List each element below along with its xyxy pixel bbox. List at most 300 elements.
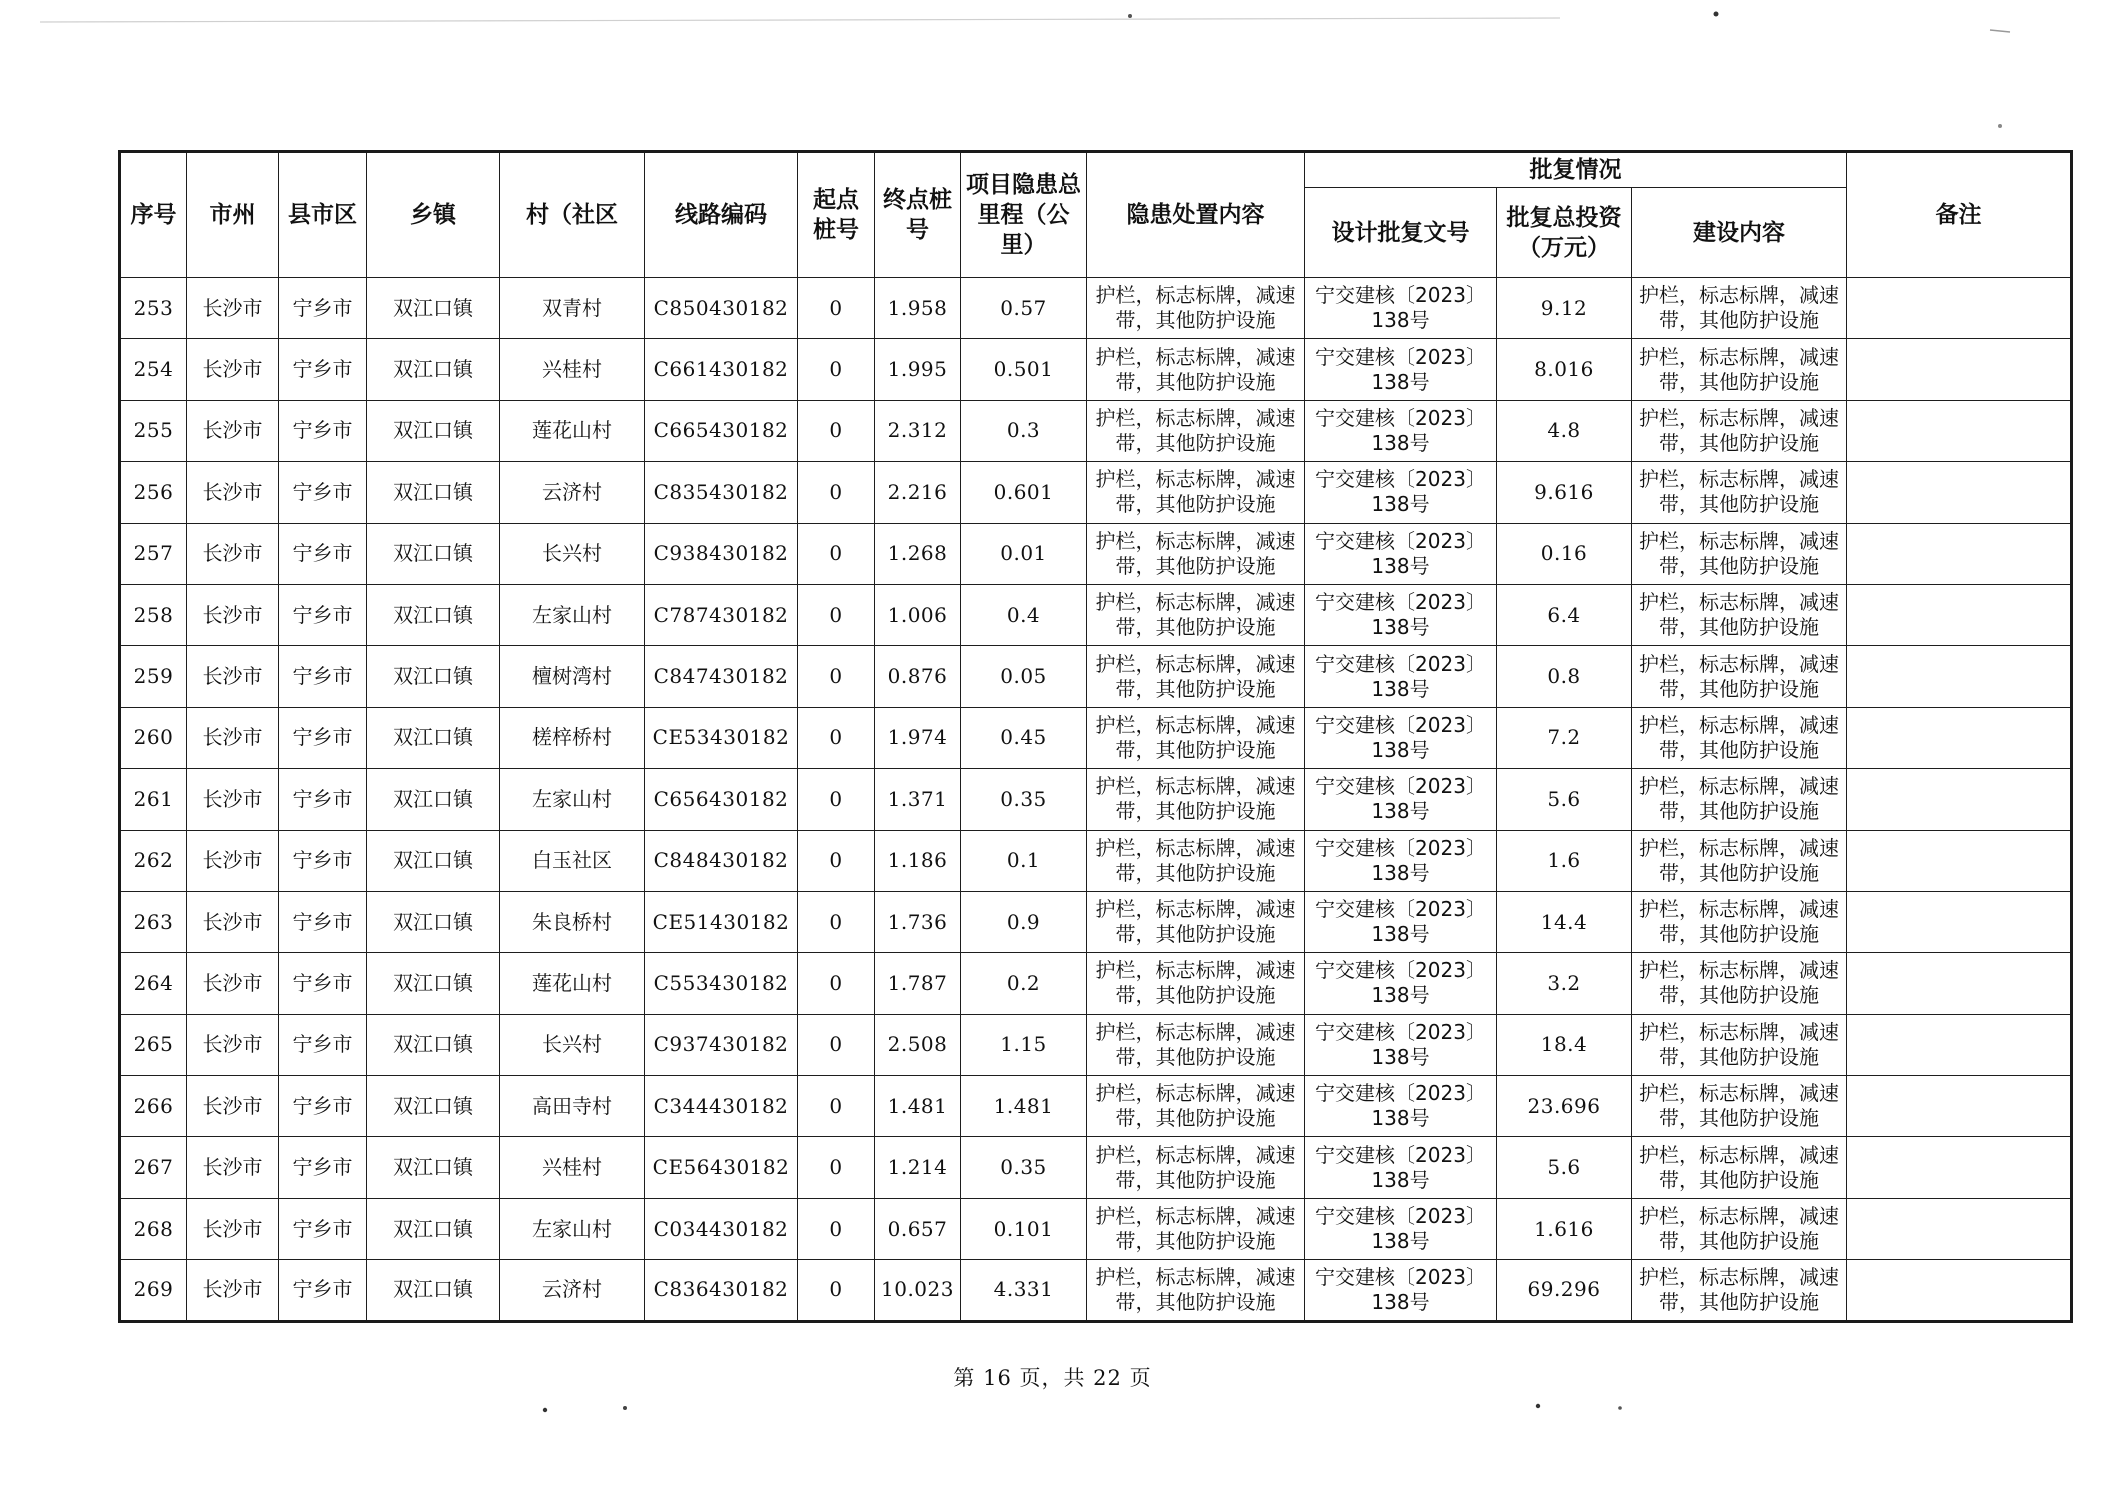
- cell-county: 宁乡市: [279, 707, 367, 768]
- table-body: [120, 278, 2072, 1322]
- cell-construction-line: 带，其他防护设施: [1659, 369, 1820, 394]
- cell-start-stake: 0: [798, 278, 875, 339]
- cell-seq: 258: [120, 584, 187, 645]
- cell-hazard-mileage: 0.3: [961, 400, 1087, 461]
- cell-hazard-mileage: 1.481: [961, 1076, 1087, 1137]
- table-row: [120, 1198, 2072, 1259]
- cell-county: 宁乡市: [279, 1198, 367, 1259]
- cell-construction: [1632, 891, 1847, 952]
- cell-treatment-line: 带，其他防护设施: [1115, 492, 1276, 517]
- cell-treatment-line: 护栏，标志标牌，减速: [1095, 467, 1296, 492]
- cell-county: 宁乡市: [279, 646, 367, 707]
- cell-county: 宁乡市: [279, 339, 367, 400]
- cell-construction: [1632, 1198, 1847, 1259]
- cell-route-code: C836430182: [645, 1260, 798, 1321]
- cell-construction: [1632, 278, 1847, 339]
- scan-speck: [1714, 12, 1719, 17]
- cell-hazard-mileage: 4.331: [961, 1260, 1087, 1321]
- col-header-approval-doc: 设计批复文号: [1305, 188, 1497, 278]
- table-row: [120, 646, 2072, 707]
- cell-route-code: C847430182: [645, 646, 798, 707]
- cell-end-stake: 10.023: [875, 1260, 961, 1321]
- cell-approval-doc-line: 138号: [1371, 1106, 1430, 1131]
- cell-town: 双江口镇: [367, 1014, 500, 1075]
- cell-construction-line: 带，其他防护设施: [1659, 1289, 1820, 1314]
- cell-investment: 18.4: [1497, 1014, 1632, 1075]
- cell-treatment: [1087, 339, 1305, 400]
- cell-treatment: [1087, 646, 1305, 707]
- cell-approval-doc-line: 宁交建核〔2023〕: [1315, 897, 1486, 922]
- cell-construction-line: 带，其他防护设施: [1659, 430, 1820, 455]
- cell-approval-doc-line: 宁交建核〔2023〕: [1315, 1204, 1486, 1229]
- cell-approval-doc-line: 138号: [1371, 860, 1430, 885]
- cell-approval-doc-line: 138号: [1371, 615, 1430, 640]
- cell-investment: 14.4: [1497, 891, 1632, 952]
- cell-seq: 254: [120, 339, 187, 400]
- cell-city: 长沙市: [187, 891, 279, 952]
- cell-city: 长沙市: [187, 278, 279, 339]
- col-header-village: 村（社区: [500, 152, 645, 278]
- cell-town: 双江口镇: [367, 891, 500, 952]
- cell-approval-doc: [1305, 523, 1497, 584]
- cell-town: 双江口镇: [367, 278, 500, 339]
- cell-seq: 256: [120, 462, 187, 523]
- cell-county: 宁乡市: [279, 1076, 367, 1137]
- cell-start-stake: 0: [798, 769, 875, 830]
- cell-seq: 263: [120, 891, 187, 952]
- cell-hazard-mileage: 0.2: [961, 953, 1087, 1014]
- cell-investment: 5.6: [1497, 769, 1632, 830]
- cell-town: 双江口镇: [367, 646, 500, 707]
- table-row: [120, 584, 2072, 645]
- cell-investment: 3.2: [1497, 953, 1632, 1014]
- col-header-start-stake: 起点桩号: [798, 152, 875, 278]
- table-row: [120, 1260, 2072, 1321]
- cell-seq: 269: [120, 1260, 187, 1321]
- cell-approval-doc-line: 宁交建核〔2023〕: [1315, 1081, 1486, 1106]
- cell-county: 宁乡市: [279, 462, 367, 523]
- cell-construction-line: 护栏，标志标牌，减速: [1639, 283, 1840, 308]
- cell-construction-line: 护栏，标志标牌，减速: [1639, 897, 1840, 922]
- cell-remarks: [1847, 339, 2072, 400]
- cell-city: 长沙市: [187, 1014, 279, 1075]
- cell-city: 长沙市: [187, 339, 279, 400]
- cell-treatment: [1087, 1076, 1305, 1137]
- cell-village: 云济村: [500, 462, 645, 523]
- cell-construction-line: 护栏，标志标牌，减速: [1639, 1142, 1840, 1167]
- cell-route-code: CE56430182: [645, 1137, 798, 1198]
- cell-seq: 261: [120, 769, 187, 830]
- cell-hazard-mileage: 0.601: [961, 462, 1087, 523]
- cell-village: 白玉社区: [500, 830, 645, 891]
- cell-start-stake: 0: [798, 1198, 875, 1259]
- cell-end-stake: 1.787: [875, 953, 961, 1014]
- cell-treatment: [1087, 769, 1305, 830]
- cell-end-stake: 1.214: [875, 1137, 961, 1198]
- cell-treatment-line: 护栏，标志标牌，减速: [1095, 712, 1296, 737]
- cell-treatment: [1087, 1260, 1305, 1321]
- cell-construction-line: 带，其他防护设施: [1659, 983, 1820, 1008]
- cell-investment: 4.8: [1497, 400, 1632, 461]
- cell-treatment-line: 带，其他防护设施: [1115, 553, 1276, 578]
- cell-construction: [1632, 523, 1847, 584]
- cell-construction-line: 带，其他防护设施: [1659, 676, 1820, 701]
- cell-route-code: C553430182: [645, 953, 798, 1014]
- cell-approval-doc: [1305, 584, 1497, 645]
- cell-investment: 8.016: [1497, 339, 1632, 400]
- cell-end-stake: 1.974: [875, 707, 961, 768]
- cell-seq: 265: [120, 1014, 187, 1075]
- cell-construction-line: 带，其他防护设施: [1659, 860, 1820, 885]
- cell-start-stake: 0: [798, 1014, 875, 1075]
- cell-start-stake: 0: [798, 1260, 875, 1321]
- cell-approval-doc-line: 宁交建核〔2023〕: [1315, 528, 1486, 553]
- cell-county: 宁乡市: [279, 769, 367, 830]
- cell-treatment: [1087, 830, 1305, 891]
- cell-town: 双江口镇: [367, 1076, 500, 1137]
- scan-speck: [1128, 14, 1132, 18]
- cell-town: 双江口镇: [367, 953, 500, 1014]
- cell-hazard-mileage: 0.4: [961, 584, 1087, 645]
- cell-treatment-line: 带，其他防护设施: [1115, 676, 1276, 701]
- cell-remarks: [1847, 1014, 2072, 1075]
- cell-start-stake: 0: [798, 584, 875, 645]
- cell-end-stake: 2.508: [875, 1014, 961, 1075]
- cell-route-code: C938430182: [645, 523, 798, 584]
- cell-treatment-line: 护栏，标志标牌，减速: [1095, 1264, 1296, 1289]
- cell-remarks: [1847, 462, 2072, 523]
- cell-city: 长沙市: [187, 1076, 279, 1137]
- cell-construction-line: 护栏，标志标牌，减速: [1639, 774, 1840, 799]
- col-header-county: 县市区: [279, 152, 367, 278]
- cell-treatment-line: 护栏，标志标牌，减速: [1095, 590, 1296, 615]
- cell-construction: [1632, 1260, 1847, 1321]
- cell-remarks: [1847, 953, 2072, 1014]
- cell-approval-doc: [1305, 462, 1497, 523]
- cell-remarks: [1847, 523, 2072, 584]
- cell-seq: 268: [120, 1198, 187, 1259]
- cell-construction: [1632, 1076, 1847, 1137]
- cell-end-stake: 1.268: [875, 523, 961, 584]
- cell-town: 双江口镇: [367, 1198, 500, 1259]
- cell-treatment-line: 护栏，标志标牌，减速: [1095, 1142, 1296, 1167]
- cell-approval-doc-line: 138号: [1371, 1044, 1430, 1069]
- cell-approval-doc-line: 宁交建核〔2023〕: [1315, 467, 1486, 492]
- scan-speck: [1990, 30, 2010, 32]
- cell-city: 长沙市: [187, 646, 279, 707]
- cell-approval-doc-line: 138号: [1371, 492, 1430, 517]
- cell-city: 长沙市: [187, 830, 279, 891]
- cell-treatment: [1087, 1014, 1305, 1075]
- table-row: [120, 523, 2072, 584]
- cell-start-stake: 0: [798, 523, 875, 584]
- cell-route-code: CE51430182: [645, 891, 798, 952]
- cell-city: 长沙市: [187, 769, 279, 830]
- cell-end-stake: 1.958: [875, 278, 961, 339]
- col-header-investment: 批复总投资（万元）: [1497, 188, 1632, 278]
- cell-village: 左家山村: [500, 1198, 645, 1259]
- cell-construction-line: 护栏，标志标牌，减速: [1639, 344, 1840, 369]
- cell-treatment: [1087, 1198, 1305, 1259]
- cell-approval-doc: [1305, 400, 1497, 461]
- cell-treatment-line: 带，其他防护设施: [1115, 922, 1276, 947]
- table-row: [120, 953, 2072, 1014]
- table-row: [120, 1137, 2072, 1198]
- approval-table: [118, 150, 2073, 1323]
- cell-end-stake: 2.312: [875, 400, 961, 461]
- col-header-construction: 建设内容: [1632, 188, 1847, 278]
- cell-approval-doc-line: 宁交建核〔2023〕: [1315, 774, 1486, 799]
- cell-treatment-line: 护栏，标志标牌，减速: [1095, 651, 1296, 676]
- cell-approval-doc: [1305, 339, 1497, 400]
- col-header-end-stake: 终点桩号: [875, 152, 961, 278]
- cell-treatment-line: 带，其他防护设施: [1115, 860, 1276, 885]
- cell-remarks: [1847, 707, 2072, 768]
- cell-start-stake: 0: [798, 891, 875, 952]
- cell-construction-line: 带，其他防护设施: [1659, 737, 1820, 762]
- cell-treatment-line: 护栏，标志标牌，减速: [1095, 283, 1296, 308]
- cell-county: 宁乡市: [279, 1014, 367, 1075]
- cell-construction: [1632, 646, 1847, 707]
- cell-construction-line: 带，其他防护设施: [1659, 922, 1820, 947]
- cell-construction-line: 带，其他防护设施: [1659, 492, 1820, 517]
- cell-town: 双江口镇: [367, 1137, 500, 1198]
- cell-investment: 69.296: [1497, 1260, 1632, 1321]
- cell-hazard-mileage: 0.501: [961, 339, 1087, 400]
- cell-remarks: [1847, 646, 2072, 707]
- cell-end-stake: 2.216: [875, 462, 961, 523]
- cell-approval-doc-line: 宁交建核〔2023〕: [1315, 283, 1486, 308]
- cell-hazard-mileage: 0.05: [961, 646, 1087, 707]
- col-header-remarks: 备注: [1847, 152, 2072, 278]
- cell-treatment: [1087, 953, 1305, 1014]
- cell-approval-doc: [1305, 769, 1497, 830]
- cell-village: 朱良桥村: [500, 891, 645, 952]
- cell-approval-doc: [1305, 1198, 1497, 1259]
- cell-village: 莲花山村: [500, 953, 645, 1014]
- cell-village: 双青村: [500, 278, 645, 339]
- cell-approval-doc: [1305, 1076, 1497, 1137]
- cell-city: 长沙市: [187, 462, 279, 523]
- cell-town: 双江口镇: [367, 830, 500, 891]
- cell-treatment-line: 带，其他防护设施: [1115, 799, 1276, 824]
- cell-treatment-line: 带，其他防护设施: [1115, 1289, 1276, 1314]
- cell-route-code: C344430182: [645, 1076, 798, 1137]
- cell-construction-line: 护栏，标志标牌，减速: [1639, 528, 1840, 553]
- cell-route-code: C787430182: [645, 584, 798, 645]
- cell-county: 宁乡市: [279, 523, 367, 584]
- cell-seq: 262: [120, 830, 187, 891]
- scan-speck: [1536, 1404, 1540, 1408]
- cell-treatment-line: 护栏，标志标牌，减速: [1095, 344, 1296, 369]
- cell-remarks: [1847, 1076, 2072, 1137]
- cell-construction-line: 护栏，标志标牌，减速: [1639, 958, 1840, 983]
- cell-village: 莲花山村: [500, 400, 645, 461]
- cell-approval-doc-line: 138号: [1371, 1289, 1430, 1314]
- cell-town: 双江口镇: [367, 339, 500, 400]
- cell-village: 兴桂村: [500, 339, 645, 400]
- col-header-treatment: 隐患处置内容: [1087, 152, 1305, 278]
- cell-construction: [1632, 400, 1847, 461]
- cell-village: 长兴村: [500, 1014, 645, 1075]
- scan-speck: [1618, 1406, 1622, 1410]
- cell-approval-doc-line: 138号: [1371, 553, 1430, 578]
- cell-hazard-mileage: 0.9: [961, 891, 1087, 952]
- cell-seq: 260: [120, 707, 187, 768]
- cell-seq: 255: [120, 400, 187, 461]
- cell-treatment-line: 带，其他防护设施: [1115, 983, 1276, 1008]
- cell-approval-doc-line: 宁交建核〔2023〕: [1315, 1019, 1486, 1044]
- cell-seq: 253: [120, 278, 187, 339]
- cell-construction-line: 带，其他防护设施: [1659, 615, 1820, 640]
- cell-village: 云济村: [500, 1260, 645, 1321]
- cell-end-stake: 1.995: [875, 339, 961, 400]
- cell-county: 宁乡市: [279, 400, 367, 461]
- cell-route-code: C848430182: [645, 830, 798, 891]
- cell-village: 槎梓桥村: [500, 707, 645, 768]
- cell-treatment: [1087, 400, 1305, 461]
- cell-end-stake: 1.736: [875, 891, 961, 952]
- cell-county: 宁乡市: [279, 1137, 367, 1198]
- cell-hazard-mileage: 0.01: [961, 523, 1087, 584]
- cell-hazard-mileage: 0.35: [961, 769, 1087, 830]
- cell-approval-doc-line: 宁交建核〔2023〕: [1315, 958, 1486, 983]
- cell-hazard-mileage: 0.1: [961, 830, 1087, 891]
- cell-town: 双江口镇: [367, 400, 500, 461]
- cell-construction: [1632, 769, 1847, 830]
- scan-speck: [1998, 124, 2002, 128]
- cell-remarks: [1847, 769, 2072, 830]
- table-row: [120, 707, 2072, 768]
- cell-city: 长沙市: [187, 1260, 279, 1321]
- cell-approval-doc-line: 138号: [1371, 430, 1430, 455]
- cell-route-code: CE53430182: [645, 707, 798, 768]
- cell-approval-doc-line: 138号: [1371, 799, 1430, 824]
- cell-investment: 0.16: [1497, 523, 1632, 584]
- cell-remarks: [1847, 830, 2072, 891]
- cell-town: 双江口镇: [367, 1260, 500, 1321]
- cell-approval-doc: [1305, 1137, 1497, 1198]
- cell-village: 左家山村: [500, 584, 645, 645]
- cell-start-stake: 0: [798, 1137, 875, 1198]
- cell-village: 左家山村: [500, 769, 645, 830]
- cell-approval-doc: [1305, 1014, 1497, 1075]
- cell-end-stake: 1.371: [875, 769, 961, 830]
- cell-investment: 0.8: [1497, 646, 1632, 707]
- cell-construction-line: 带，其他防护设施: [1659, 799, 1820, 824]
- cell-treatment: [1087, 1137, 1305, 1198]
- cell-start-stake: 0: [798, 462, 875, 523]
- cell-approval-doc-line: 宁交建核〔2023〕: [1315, 405, 1486, 430]
- col-header-city: 市州: [187, 152, 279, 278]
- cell-city: 长沙市: [187, 1198, 279, 1259]
- cell-town: 双江口镇: [367, 523, 500, 584]
- cell-construction-line: 护栏，标志标牌，减速: [1639, 1204, 1840, 1229]
- cell-treatment-line: 护栏，标志标牌，减速: [1095, 405, 1296, 430]
- cell-approval-doc: [1305, 278, 1497, 339]
- cell-approval-doc-line: 宁交建核〔2023〕: [1315, 344, 1486, 369]
- cell-treatment-line: 护栏，标志标牌，减速: [1095, 835, 1296, 860]
- cell-village: 兴桂村: [500, 1137, 645, 1198]
- cell-construction-line: 带，其他防护设施: [1659, 1167, 1820, 1192]
- cell-treatment-line: 带，其他防护设施: [1115, 1044, 1276, 1069]
- cell-county: 宁乡市: [279, 953, 367, 1014]
- cell-county: 宁乡市: [279, 830, 367, 891]
- cell-route-code: C850430182: [645, 278, 798, 339]
- cell-construction-line: 带，其他防护设施: [1659, 1229, 1820, 1254]
- cell-start-stake: 0: [798, 707, 875, 768]
- cell-start-stake: 0: [798, 1076, 875, 1137]
- cell-treatment-line: 护栏，标志标牌，减速: [1095, 1019, 1296, 1044]
- table-row: [120, 339, 2072, 400]
- cell-city: 长沙市: [187, 953, 279, 1014]
- cell-start-stake: 0: [798, 830, 875, 891]
- cell-start-stake: 0: [798, 339, 875, 400]
- table-row: [120, 891, 2072, 952]
- cell-end-stake: 0.657: [875, 1198, 961, 1259]
- cell-approval-doc-line: 138号: [1371, 676, 1430, 701]
- cell-village: 檀树湾村: [500, 646, 645, 707]
- cell-treatment: [1087, 891, 1305, 952]
- cell-route-code: C661430182: [645, 339, 798, 400]
- cell-approval-doc-line: 138号: [1371, 308, 1430, 333]
- cell-approval-doc-line: 138号: [1371, 983, 1430, 1008]
- cell-city: 长沙市: [187, 707, 279, 768]
- cell-treatment: [1087, 278, 1305, 339]
- cell-treatment-line: 护栏，标志标牌，减速: [1095, 1081, 1296, 1106]
- cell-seq: 264: [120, 953, 187, 1014]
- cell-construction-line: 护栏，标志标牌，减速: [1639, 467, 1840, 492]
- cell-treatment-line: 护栏，标志标牌，减速: [1095, 958, 1296, 983]
- cell-treatment-line: 带，其他防护设施: [1115, 308, 1276, 333]
- cell-construction-line: 带，其他防护设施: [1659, 553, 1820, 578]
- cell-end-stake: 1.186: [875, 830, 961, 891]
- cell-treatment: [1087, 707, 1305, 768]
- cell-approval-doc-line: 宁交建核〔2023〕: [1315, 651, 1486, 676]
- scan-speck: [543, 1408, 547, 1412]
- table-row: [120, 462, 2072, 523]
- cell-construction-line: 护栏，标志标牌，减速: [1639, 651, 1840, 676]
- cell-treatment: [1087, 462, 1305, 523]
- cell-end-stake: 1.006: [875, 584, 961, 645]
- cell-route-code: C034430182: [645, 1198, 798, 1259]
- cell-hazard-mileage: 1.15: [961, 1014, 1087, 1075]
- cell-start-stake: 0: [798, 646, 875, 707]
- cell-hazard-mileage: 0.35: [961, 1137, 1087, 1198]
- cell-approval-doc-line: 138号: [1371, 369, 1430, 394]
- cell-approval-doc-line: 宁交建核〔2023〕: [1315, 1142, 1486, 1167]
- col-header-seq: 序号: [120, 152, 187, 278]
- cell-approval-doc-line: 宁交建核〔2023〕: [1315, 712, 1486, 737]
- cell-approval-doc-line: 138号: [1371, 1167, 1430, 1192]
- cell-remarks: [1847, 1198, 2072, 1259]
- cell-city: 长沙市: [187, 1137, 279, 1198]
- cell-construction-line: 带，其他防护设施: [1659, 308, 1820, 333]
- cell-seq: 259: [120, 646, 187, 707]
- cell-seq: 266: [120, 1076, 187, 1137]
- cell-treatment-line: 带，其他防护设施: [1115, 737, 1276, 762]
- cell-construction: [1632, 462, 1847, 523]
- cell-town: 双江口镇: [367, 462, 500, 523]
- cell-start-stake: 0: [798, 953, 875, 1014]
- cell-approval-doc: [1305, 707, 1497, 768]
- cell-city: 长沙市: [187, 584, 279, 645]
- cell-route-code: C835430182: [645, 462, 798, 523]
- cell-approval-doc-line: 138号: [1371, 737, 1430, 762]
- col-header-town: 乡镇: [367, 152, 500, 278]
- cell-remarks: [1847, 1260, 2072, 1321]
- table-row: [120, 400, 2072, 461]
